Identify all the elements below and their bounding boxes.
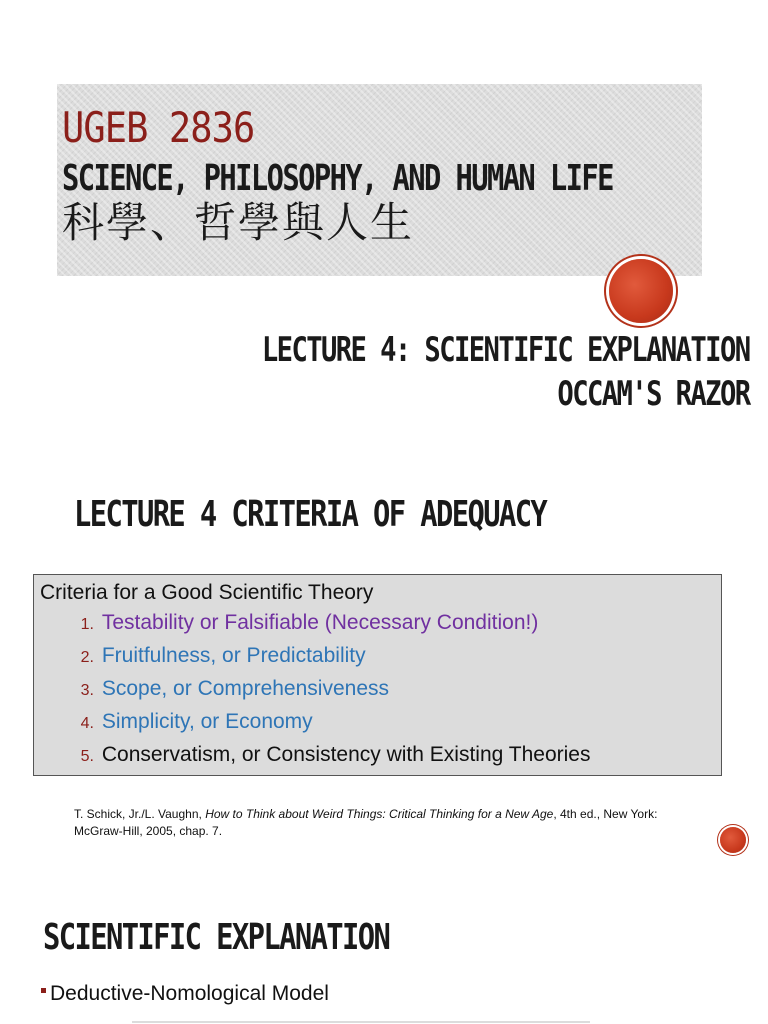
- criteria-list: [34, 606, 590, 771]
- criteria-item-number: 5.: [80, 748, 94, 765]
- bullet-text: Deductive-Nomological Model: [50, 982, 329, 1005]
- criteria-item-text: Simplicity, or Economy: [101, 710, 313, 733]
- criteria-heading: LECTURE 4 CRITERIA OF ADEQUACY: [74, 494, 547, 535]
- decorative-circle-icon: [609, 259, 673, 323]
- bullet-item: [41, 979, 329, 1009]
- course-name-chinese: 科學、哲學與人生: [62, 198, 415, 247]
- bullet-square-icon: [41, 988, 46, 993]
- criteria-item-text: Fruitfulness, or Predictability: [101, 644, 366, 667]
- lecture-title-line-1: LECTURE 4: SCIENTIFIC EXPLANATION: [262, 330, 750, 370]
- criteria-box: [33, 574, 722, 776]
- lecture-title: [140, 328, 750, 416]
- lecture-title-line-2: OCCAM'S RAZOR: [557, 374, 750, 414]
- decorative-circle-small-icon: [720, 827, 746, 853]
- criteria-item-text: Scope, or Comprehensiveness: [101, 677, 389, 700]
- criteria-item: [34, 639, 590, 672]
- criteria-item-text: Testability or Falsifiable (Necessary Condition!): [101, 611, 539, 634]
- explanation-heading: SCIENTIFIC EXPLANATION: [43, 917, 390, 958]
- criteria-item: [34, 738, 590, 771]
- course-name: SCIENCE, PHILOSOPHY, AND HUMAN LIFE: [62, 158, 613, 199]
- criteria-box-heading: Criteria for a Good Scientific Theory: [40, 581, 374, 604]
- criteria-item: [34, 705, 590, 738]
- criteria-item: [34, 606, 590, 639]
- criteria-item-number: 4.: [80, 715, 94, 732]
- criteria-item-number: 1.: [80, 616, 94, 633]
- reference-prefix: T. Schick, Jr./L. Vaughn,: [74, 807, 206, 821]
- criteria-item-number: 2.: [80, 649, 94, 666]
- criteria-item: [34, 672, 590, 705]
- reference-book-title: How to Think about Weird Things: Critical Thinking for a New Age: [205, 807, 554, 821]
- criteria-item-number: 3.: [80, 682, 94, 699]
- reference-suffix: , 4th ed., New York: McGraw-Hill, 2005, chap. 7.: [74, 807, 658, 838]
- divider: [132, 1021, 590, 1023]
- course-code: UGEB 2836: [62, 103, 255, 152]
- reference-citation: [74, 806, 694, 840]
- criteria-item-text: Conservatism, or Consistency with Existing Theories: [101, 743, 591, 766]
